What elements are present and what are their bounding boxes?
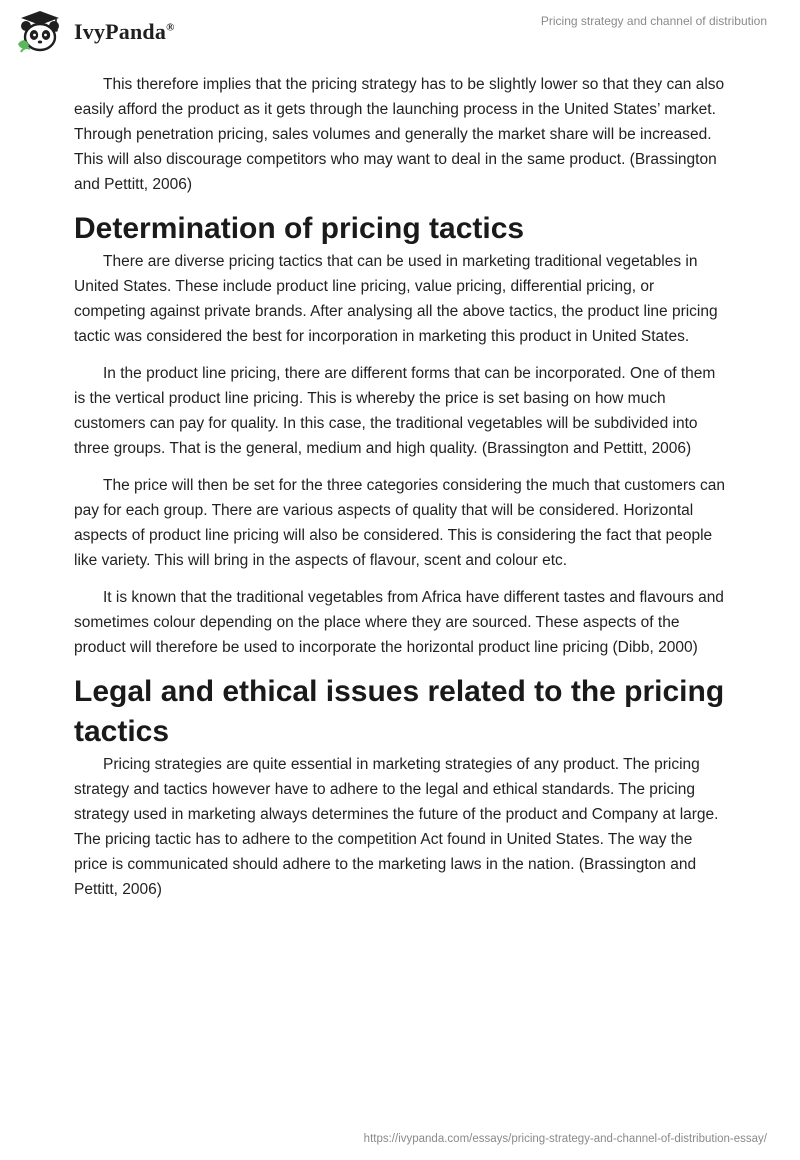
paragraph: This therefore implies that the pricing strategy has to be slightly lower so that they can also easily afford the product as it gets through the launching process in the United States’ market. Through penetration pricing, sales volumes and generally the market share will be increased. This will also discourage competitors who may want to deal in the same product. (Brassington and Pettitt, 2006) [74, 76, 725, 193]
trademark-symbol: ® [166, 21, 175, 34]
section-heading-legal-ethical: Legal and ethical issues related to the pricing tactics [74, 675, 725, 748]
paragraph: It is known that the traditional vegetables from Africa have different tastes and flavours and sometimes colour depending on the place where they are sourced. These aspects of the product will therefore be used to incorporate the horizontal product line pricing (Dibb, 2000) [74, 589, 724, 656]
brand-name: IvyPanda® [74, 19, 175, 44]
paragraph: In the product line pricing, there are different forms that can be incorporated. One of them is the vertical product line pricing. This is whereby the price is set basing on how much customers can pay for quality. In this case, the traditional vegetables will be subdivided into three groups. That is the general, medium and high quality. (Brassington and Pettitt, 2006) [74, 365, 716, 457]
document-title: Pricing strategy and channel of distribution [540, 14, 767, 28]
ivypanda-logo[interactable] [14, 10, 204, 54]
page-header [0, 0, 800, 60]
source-url[interactable]: https://ivypanda.com/essays/pricing-strategy-and-channel-of-distribution-essay/ [363, 1133, 767, 1145]
paragraph: There are diverse pricing tactics that can be used in marketing traditional vegetables in United States. These include product line pricing, value pricing, differential pricing, or competing against private brands. After analysing all the above tactics, the product line pricing tactic was considered the best for incorporation in marketing this product in United States. [74, 253, 718, 345]
essay-content [74, 72, 726, 914]
panda-graduate-icon [14, 10, 66, 54]
paragraph: Pricing strategies are quite essential in marketing strategies of any product. The pricing strategy and tactics however have to adhere to the legal and ethical standards. The pricing strategy used in marketing always determines the future of the product and Company at large. The pricing tactic has to adhere to the competition Act found in United States. The way the price is communicated should adhere to the marketing laws in the nation. (Brassington and Pettitt, 2006) [74, 756, 719, 898]
section-heading-pricing-tactics: Determination of pricing tactics [74, 212, 525, 245]
paragraph: The price will then be set for the three categories considering the much that customers can pay for each group. There are various aspects of quality that will be considered. Horizontal aspects of product line pricing will also be considered. This is considering the fact that people like variety. This will bring in the aspects of flavour, scent and colour etc. [74, 477, 726, 569]
